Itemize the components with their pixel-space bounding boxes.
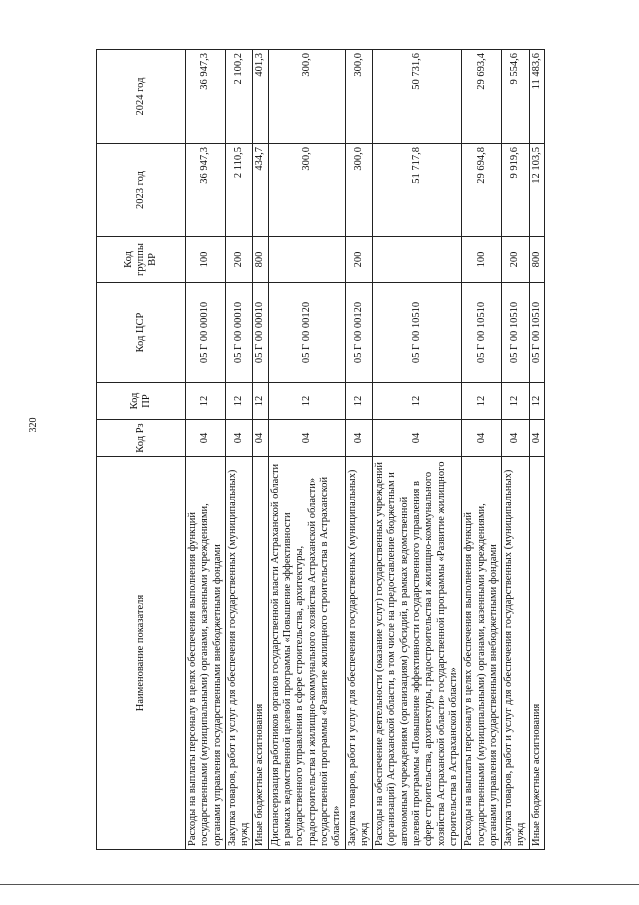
row-name: Иные бюджетные ассигнования [529,457,544,850]
row-vr: 100 [186,237,226,283]
row-vr: 800 [253,237,268,283]
table-row [253,50,268,850]
row-rz: 04 [268,420,345,457]
row-pr: 12 [345,383,373,420]
row-2023: 9 919,6 [502,144,530,237]
row-rz: 04 [186,420,226,457]
row-2024: 2 100,2 [225,50,253,144]
row-rz: 04 [502,420,530,457]
row-name: Закупка товаров, работ и услуг для обеспечения государственных (муниципальных) нужд [502,457,530,850]
row-csr: 05 Г 00 00010 [253,283,268,383]
header-vr: Код группы ВР [97,237,186,283]
footer-divider [0,884,639,885]
row-rz: 04 [253,420,268,457]
row-rz: 04 [345,420,373,457]
row-2024: 300,0 [345,50,373,144]
row-pr: 12 [502,383,530,420]
row-name: Расходы на обеспечение деятельности (оказание услуг) государственных учреждений (организаций) Астраханской области, в том числе на предоставление бюджетным и автономным учреждениям (организациям) субсидий, в рамках ведомственной целевой программы «Повышение эффективности государственного управления в сфере строительства, архитектуры, градостроительства и жилищно-коммунального хозяйства Астраханской области» государственной программы «Развитие жилищного строительства в Астраханской области» [373,457,462,850]
row-vr [268,237,345,283]
table-row [462,50,502,850]
header-2024: 2024 год [97,50,186,144]
table-row [268,50,345,850]
row-2023: 36 947,3 [186,144,226,237]
row-pr: 12 [462,383,502,420]
header-rz: Код Рз [97,420,186,457]
row-csr: 05 Г 00 10510 [462,283,502,383]
row-2023: 300,0 [345,144,373,237]
header-pr: Код ПР [97,383,186,420]
row-csr: 05 Г 00 00010 [225,283,253,383]
row-pr: 12 [225,383,253,420]
budget-table [96,49,545,850]
table-row [186,50,226,850]
header-name: Наименование показателя [97,457,186,850]
table-row [373,50,462,850]
row-vr [373,237,462,283]
row-2023: 12 103,5 [529,144,544,237]
row-name: Закупка товаров, работ и услуг для обеспечения государственных (муниципальных) нужд [225,457,253,850]
row-rz: 04 [225,420,253,457]
row-pr: 12 [186,383,226,420]
row-rz: 04 [529,420,544,457]
row-vr: 200 [502,237,530,283]
row-name: Диспансеризация работников органов государственной власти Астраханской области в рамках ведомственной целевой программы «Повышение эффективности государственного управления в сфере строительства, архитектуры, градостроительства и жилищно-коммунального хозяйства Астраханской области» государственной программы «Развитие жилищного строительства в Астраханской области» [268,457,345,850]
row-csr: 05 Г 00 00010 [186,283,226,383]
row-vr: 800 [529,237,544,283]
row-2023: 434,7 [253,144,268,237]
row-name: Иные бюджетные ассигнования [253,457,268,850]
row-name: Расходы на выплаты персоналу в целях обеспечения выполнения функций государственными (муниципальными) органами, казенными учреждениями, органами управления государственными внебюджетными фондами [462,457,502,850]
row-2023: 2 110,5 [225,144,253,237]
row-vr: 100 [462,237,502,283]
row-2024: 9 554,6 [502,50,530,144]
row-2024: 401,3 [253,50,268,144]
row-2024: 29 693,4 [462,50,502,144]
table-header-row [97,50,186,850]
row-name: Расходы на выплаты персоналу в целях обеспечения выполнения функций государственными (муниципальными) органами, казенными учреждениями, органами управления государственными внебюджетными фондами [186,457,226,850]
table-row [529,50,544,850]
row-pr: 12 [373,383,462,420]
row-2023: 51 717,8 [373,144,462,237]
row-vr: 200 [345,237,373,283]
row-name: Закупка товаров, работ и услуг для обеспечения государственных (муниципальных) нужд [345,457,373,850]
page-number: 320 [28,417,39,433]
row-2024: 300,0 [268,50,345,144]
row-rz: 04 [462,420,502,457]
table-row [345,50,373,850]
row-2023: 29 694,8 [462,144,502,237]
header-csr: Код ЦСР [97,283,186,383]
row-rz: 04 [373,420,462,457]
row-pr: 12 [529,383,544,420]
row-csr: 05 Г 00 00120 [268,283,345,383]
row-pr: 12 [268,383,345,420]
row-csr: 05 Г 00 10510 [502,283,530,383]
row-vr: 200 [225,237,253,283]
row-2023: 300,0 [268,144,345,237]
row-csr: 05 Г 00 00120 [345,283,373,383]
table-row [502,50,530,850]
row-csr: 05 Г 00 10510 [373,283,462,383]
budget-table-container [96,50,606,850]
row-2024: 50 731,6 [373,50,462,144]
row-csr: 05 Г 00 10510 [529,283,544,383]
header-2023: 2023 год [97,144,186,237]
row-pr: 12 [253,383,268,420]
row-2024: 11 483,6 [529,50,544,144]
table-row [225,50,253,850]
row-2024: 36 947,3 [186,50,226,144]
